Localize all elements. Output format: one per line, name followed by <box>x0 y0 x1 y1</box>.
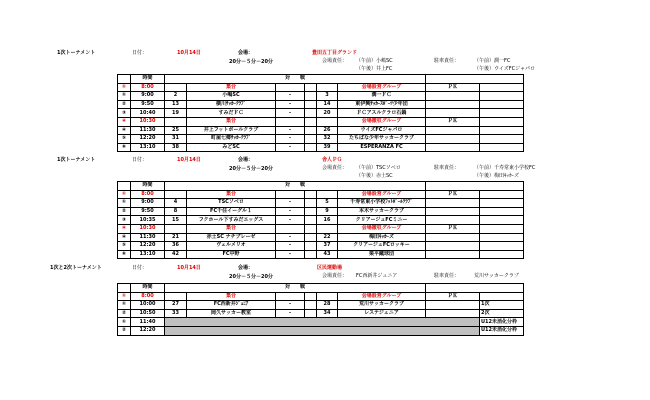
section-3-parking-am: 荒川サッカークラブ <box>474 273 519 279</box>
section-3-schedule-table <box>117 283 524 336</box>
reserved-slot <box>165 318 480 327</box>
section-2-venue-label: 会場： <box>238 157 254 163</box>
match-column-header: 対 戦 <box>165 284 426 293</box>
time-column-header: 時間 <box>131 284 165 293</box>
section-2-manager-pm: （午後）赤土SC <box>356 173 393 179</box>
table-row: ② 9:50 13 横川ｻｯｶｰｸﾗﾌﾞ - 14 東伊興ｻｯｶｰｽﾎﾟｰﾂ少年団 <box>118 100 524 109</box>
table-row: ⑤ 12:20 31 町屋七郷ｻｯｶｰｸﾗﾌﾞ - 32 たちばな少年サッカークラブ <box>118 135 524 144</box>
table-row: ④ 11:30 25 井上フットボールクラブ - 26 ウイズFCジャパロ <box>118 126 524 135</box>
section-2-parking-am: （午前）千寿常東小学校FC <box>474 165 536 171</box>
section-1-venue-label: 会場： <box>238 50 254 56</box>
section-3-venue-label: 会場： <box>238 265 254 271</box>
section-1-date-label: 日付： <box>132 50 148 56</box>
table-row: ⑥ 13:10 38 みどSC - 39 ESPERANZA FC <box>118 143 524 152</box>
table-row: ① 9:00 2 小嶋SC - 3 潤一ＦＣ <box>118 92 524 101</box>
section-2-venue: 舎人ＰＧ <box>322 157 343 163</box>
table-row: ① 8:00 集合 会場設営グループ ＰＫ <box>118 190 524 199</box>
section-2-title: 1次トーナメント <box>57 157 96 163</box>
section-1-manager-label: 会場責任： <box>322 58 348 64</box>
section-2-manager-am: （午前）TSCソベロ <box>356 165 401 171</box>
section-1-title: 1次トーナメント <box>57 50 96 56</box>
section-3-parking-label: 駐車責任： <box>434 273 460 279</box>
section-1-manager-pm: （午後）井上FC <box>356 66 393 72</box>
table-row: ③ 10:35 15 フクホール下すみだエッグス - 16 クリアージュFCミニー <box>118 216 524 225</box>
table-row: ④ 10:30 集合 会場撤収グループ ＰＫ <box>118 117 524 126</box>
match-column-header: 対 戦 <box>165 182 426 191</box>
section-3-date: 10月14日 <box>177 265 201 271</box>
table-row: ① 11:40 U12未消化分枠 <box>118 318 524 327</box>
table-header-row <box>118 182 524 191</box>
section-2-parking-label: 駐車責任： <box>434 165 460 171</box>
section-2-parking-pm: （午後）梅田ｷｯｶｰズ <box>474 173 520 179</box>
section-2-schedule-table <box>117 181 524 259</box>
table-row: ② 9:50 8 FC千住イーグル１ - 9 本木サッカークラブ <box>118 207 524 216</box>
section-3-manager-am: FC西新井ジュニア <box>356 273 398 279</box>
section-3-title: 1次と2次トーナメント <box>50 265 102 271</box>
table-header-row <box>118 75 524 84</box>
section-3-format: 20分－５分－20分 <box>229 274 273 280</box>
table-row: ④ 10:30 集合 会場撤収グループ ＰＫ <box>118 224 524 233</box>
section-3-manager-label: 会場責任： <box>322 273 348 279</box>
section-1-date: 10月14日 <box>177 50 201 56</box>
table-header-row <box>118 284 524 293</box>
table-row: ④ 11:30 21 赤土SC ナチブレーゼ - 22 梅田ｷｯｶｰズ <box>118 233 524 242</box>
section-2-format: 20分－５分－20分 <box>229 166 273 172</box>
section-1-parking-am: （午前）潤一FC <box>474 58 511 64</box>
table-row: ② 12:20 U12未消化分枠 <box>118 326 524 335</box>
section-2-date-label: 日付： <box>132 157 148 163</box>
table-row: ⑤ 12:20 36 ヴェルメリオ - 37 クリアージュFCロッキー <box>118 242 524 251</box>
section-3-date-label: 日付： <box>132 265 148 271</box>
time-column-header: 時間 <box>131 182 165 191</box>
table-row: ③ 10:40 19 すみだＦＣ - 20 ＦＣアスルクラロ石鍋 <box>118 109 524 118</box>
section-3-venue: 区民運動場 <box>317 265 343 271</box>
table-row: ⑥ 13:10 42 FC中野 - 43 栗平蹴球団 <box>118 250 524 259</box>
table-row: ① 8:00 集合 会場設営グループ ＰＫ <box>118 83 524 92</box>
section-1-format: 20分－５分－20分 <box>229 59 273 65</box>
section-1-parking-label: 駐車責任： <box>434 58 460 64</box>
table-row: ① 10:00 27 FC西新井ｼﾞｭﾆｱ - 28 荒川サッカークラブ 1次 <box>118 301 524 310</box>
table-row: ② 10:50 33 岡久サッカー教室 - 34 レステジュニア 2次 <box>118 309 524 318</box>
table-row: ① 8:00 集合 会場設営グループ ＰＫ <box>118 292 524 301</box>
reserved-slot <box>165 326 480 335</box>
section-2-date: 10月14日 <box>177 157 201 163</box>
section-1-manager-am: （午前）小嶋SC <box>356 58 393 64</box>
time-column-header: 時間 <box>131 75 165 84</box>
section-1-parking-pm: （午後）ウイズFCジャパロ <box>474 66 536 72</box>
section-1-venue: 豊田五丁目グランド <box>312 50 358 56</box>
table-row: ① 9:00 4 TSCソベロ - 5 千寿常東小学校ﾌｯﾄﾎﾞｰﾙｸﾗﾌﾞ <box>118 199 524 208</box>
section-2-manager-label: 会場責任： <box>322 165 348 171</box>
match-column-header: 対 戦 <box>165 75 426 84</box>
section-1-schedule-table <box>117 74 524 152</box>
